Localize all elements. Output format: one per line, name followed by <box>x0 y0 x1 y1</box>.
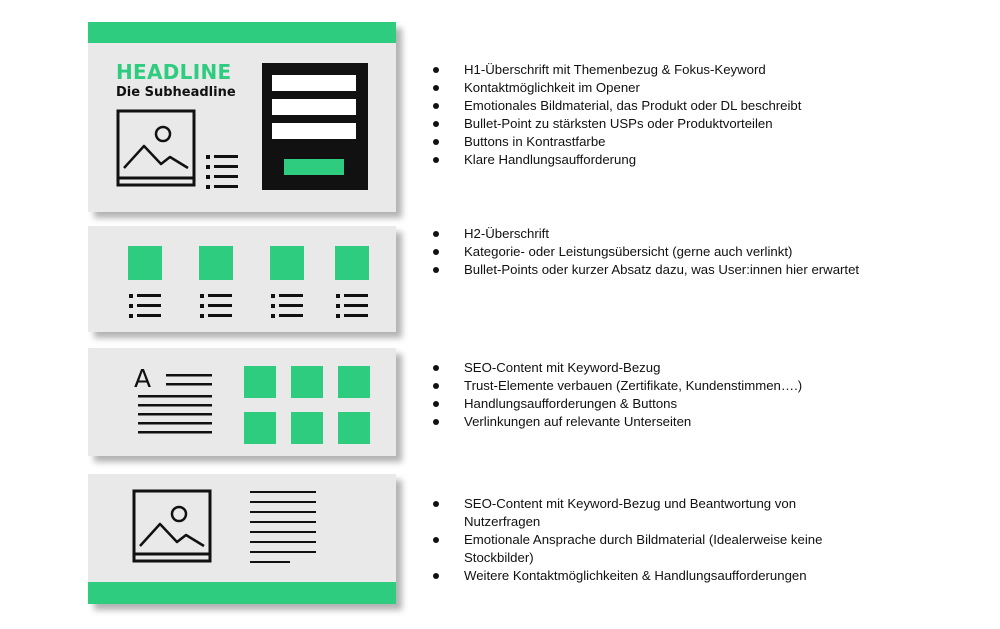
category-tile-2 <box>199 246 233 318</box>
square-tile <box>338 366 370 398</box>
form-button <box>284 159 344 175</box>
list-icon <box>129 294 161 318</box>
list-item: Kategorie- oder Leistungsübersicht (gerne auch verlinkt) <box>430 243 890 261</box>
list-item: Emotionales Bildmaterial, das Produkt oder DL beschreibt <box>430 97 890 115</box>
mockup-subheadline: Die Subheadline <box>116 85 236 100</box>
list-item: SEO-Content mit Keyword-Bezug und Beantwortung von Nutzerfragen <box>430 495 860 531</box>
list-icon <box>200 294 232 318</box>
category-section-mockup <box>88 226 396 332</box>
square-tile <box>338 412 370 444</box>
list-icon <box>271 294 303 318</box>
image-icon <box>118 111 194 185</box>
list-icon <box>206 155 238 189</box>
square-tile <box>244 366 276 398</box>
list-item: Klare Handlungsaufforderung <box>430 151 890 169</box>
section-4-bullets <box>430 495 860 585</box>
square-tile <box>291 412 323 444</box>
list-item: Handlungsaufforderungen & Buttons <box>430 395 890 413</box>
square-tile <box>244 412 276 444</box>
list-item: SEO-Content mit Keyword-Bezug <box>430 359 890 377</box>
square-tile <box>291 366 323 398</box>
list-item: H2-Überschrift <box>430 225 890 243</box>
list-item: H1-Überschrift mit Themenbezug & Fokus-Keyword <box>430 61 890 79</box>
text-lines-icon <box>250 491 316 563</box>
seo-trust-section-mockup <box>88 348 396 456</box>
list-item: Emotionale Ansprache durch Bildmaterial (Idealerweise keine Stockbilder) <box>430 531 860 567</box>
list-icon <box>336 294 368 318</box>
category-tile-1 <box>128 246 162 318</box>
text-letter: A <box>134 364 152 393</box>
mockup-headline: HEADLINE <box>116 60 232 84</box>
category-graphics <box>88 226 396 332</box>
category-tile-3 <box>270 246 304 318</box>
list-item: Kontaktmöglichkeit im Opener <box>430 79 890 97</box>
hero-section-mockup <box>88 22 396 212</box>
list-item: Weitere Kontaktmöglichkeiten & Handlungsaufforderungen <box>430 567 860 585</box>
hero-graphics <box>88 22 396 212</box>
list-item: Verlinkungen auf relevante Unterseiten <box>430 413 890 431</box>
section-3-bullets <box>430 359 890 431</box>
content-image-graphics <box>88 474 396 604</box>
section-2-bullets <box>430 225 890 279</box>
content-image-section-mockup <box>88 474 396 604</box>
top-bar <box>88 22 396 43</box>
list-item: Bullet-Points oder kurzer Absatz dazu, was User:innen hier erwartet <box>430 261 890 279</box>
form-icon <box>262 63 368 190</box>
list-item: Trust-Elemente verbauen (Zertifikate, Kundenstimmen….) <box>430 377 890 395</box>
image-icon <box>134 491 210 561</box>
list-item: Bullet-Point zu stärksten USPs oder Produktvorteilen <box>430 115 890 133</box>
list-item: Buttons in Kontrastfarbe <box>430 133 890 151</box>
section-1-bullets <box>430 61 890 169</box>
bottom-bar <box>88 582 396 604</box>
category-tile-4 <box>335 246 369 318</box>
trust-tiles <box>244 366 370 444</box>
